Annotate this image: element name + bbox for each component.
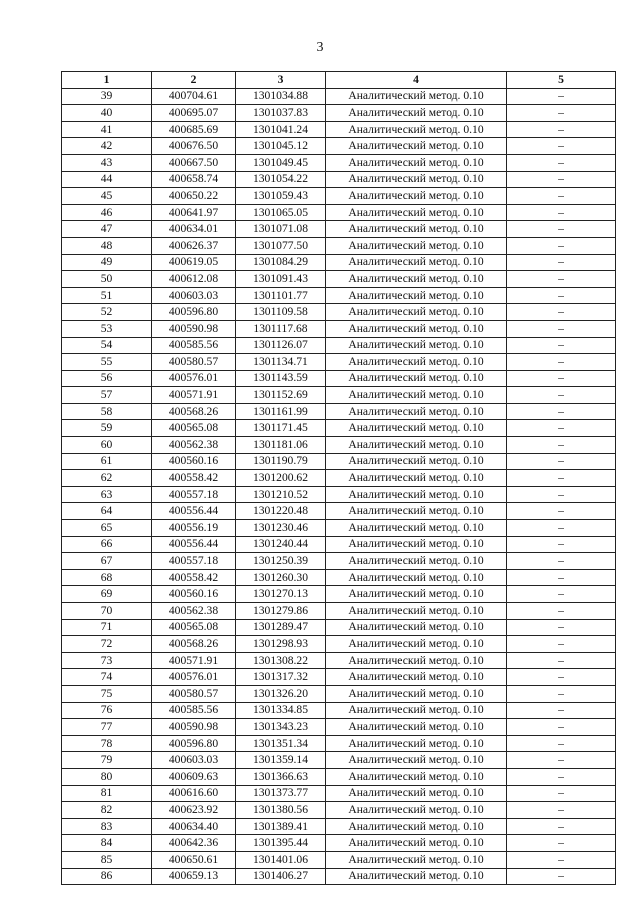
table-row [62,652,616,669]
table-cell: 400556.44 [152,503,236,520]
table-cell: 78 [62,735,152,752]
table-body [62,88,616,885]
table-cell: – [507,652,616,669]
table-cell: 1301037.83 [236,105,326,122]
table-row [62,354,616,371]
table-cell: 1301041.24 [236,121,326,138]
table-cell: 1301071.08 [236,221,326,238]
table-row [62,304,616,321]
table-cell: 400560.16 [152,453,236,470]
table-cell: – [507,569,616,586]
table-cell: 61 [62,453,152,470]
table-cell: 400576.01 [152,370,236,387]
table-row [62,735,616,752]
table-row [62,271,616,288]
table-cell: 57 [62,387,152,404]
table-cell: 1301210.52 [236,486,326,503]
table-cell: Аналитический метод. 0.10 [326,154,507,171]
table-row [62,818,616,835]
table-cell: 400619.05 [152,254,236,271]
table-cell: Аналитический метод. 0.10 [326,337,507,354]
table-row [62,768,616,785]
table-cell: Аналитический метод. 0.10 [326,785,507,802]
table-cell: 49 [62,254,152,271]
table-cell: 1301084.29 [236,254,326,271]
table-cell: – [507,88,616,105]
table-cell: – [507,105,616,122]
table-cell: 1301240.44 [236,536,326,553]
table-cell: 400565.08 [152,619,236,636]
table-cell: 1301220.48 [236,503,326,520]
table-cell: 79 [62,752,152,769]
table-cell: 80 [62,768,152,785]
table-row [62,105,616,122]
table-row [62,287,616,304]
table-row [62,154,616,171]
table-row [62,536,616,553]
table-cell: 69 [62,586,152,603]
table-cell: Аналитический метод. 0.10 [326,320,507,337]
table-cell: 50 [62,271,152,288]
table-cell: 400650.22 [152,188,236,205]
table-cell: 39 [62,88,152,105]
table-cell: Аналитический метод. 0.10 [326,685,507,702]
table-cell: 52 [62,304,152,321]
table-cell: Аналитический метод. 0.10 [326,536,507,553]
table-cell: 400626.37 [152,237,236,254]
table-cell: 400658.74 [152,171,236,188]
table-cell: Аналитический метод. 0.10 [326,121,507,138]
table-cell: – [507,188,616,205]
table-cell: 51 [62,287,152,304]
table-cell: 1301134.71 [236,354,326,371]
table-row [62,835,616,852]
table-cell: 400565.08 [152,420,236,437]
table-cell: 40 [62,105,152,122]
table-cell: 1301091.43 [236,271,326,288]
table-row [62,337,616,354]
table-cell: 1301190.79 [236,453,326,470]
table-cell: – [507,536,616,553]
table-cell: 63 [62,486,152,503]
table-cell: – [507,453,616,470]
table-cell: 400585.56 [152,337,236,354]
table-row [62,619,616,636]
table-row [62,503,616,520]
table-cell: 1301395.44 [236,835,326,852]
table-cell: 74 [62,669,152,686]
table-cell: 59 [62,420,152,437]
table-cell: 400603.03 [152,287,236,304]
table-cell: – [507,752,616,769]
table-cell: Аналитический метод. 0.10 [326,752,507,769]
table-cell: – [507,685,616,702]
table-row [62,785,616,802]
table-cell: 53 [62,320,152,337]
table-cell: Аналитический метод. 0.10 [326,851,507,868]
table-cell: 1301343.23 [236,719,326,736]
table-cell: Аналитический метод. 0.10 [326,271,507,288]
table-cell: 60 [62,437,152,454]
table-row [62,138,616,155]
table-cell: 1301045.12 [236,138,326,155]
table-cell: – [507,768,616,785]
table-cell: – [507,486,616,503]
table-cell: – [507,818,616,835]
table-cell: 400576.01 [152,669,236,686]
table-cell: Аналитический метод. 0.10 [326,818,507,835]
table-cell: 1301380.56 [236,802,326,819]
table-cell: Аналитический метод. 0.10 [326,105,507,122]
table-cell: 400596.80 [152,304,236,321]
table-cell: – [507,387,616,404]
table-cell: 400571.91 [152,387,236,404]
table-cell: 400571.91 [152,652,236,669]
table-cell: 81 [62,785,152,802]
table-cell: 85 [62,851,152,868]
table-cell: 70 [62,603,152,620]
table-cell: Аналитический метод. 0.10 [326,420,507,437]
table-cell: Аналитический метод. 0.10 [326,470,507,487]
table-cell: – [507,802,616,819]
table-cell: 400556.44 [152,536,236,553]
table-cell: – [507,154,616,171]
table-cell: 84 [62,835,152,852]
table-cell: 400634.01 [152,221,236,238]
table-cell: 400562.38 [152,437,236,454]
table-cell: 1301049.45 [236,154,326,171]
table-cell: – [507,138,616,155]
table-cell: 1301065.05 [236,204,326,221]
table-cell: – [507,553,616,570]
table-cell: 1301117.68 [236,320,326,337]
table-row [62,403,616,420]
table-cell: 1301308.22 [236,652,326,669]
table-row [62,868,616,885]
table-cell: 400585.56 [152,702,236,719]
table-cell: 1301181.06 [236,437,326,454]
table-row [62,204,616,221]
table-cell: 1301059.43 [236,188,326,205]
table-cell: 1301406.27 [236,868,326,885]
table-cell: Аналитический метод. 0.10 [326,387,507,404]
table-cell: – [507,254,616,271]
table-cell: – [507,520,616,537]
table-cell: 1301351.34 [236,735,326,752]
table-cell: – [507,719,616,736]
table-row [62,254,616,271]
table-cell: 56 [62,370,152,387]
table-cell: Аналитический метод. 0.10 [326,88,507,105]
table-row [62,752,616,769]
table-cell: Аналитический метод. 0.10 [326,569,507,586]
table-cell: Аналитический метод. 0.10 [326,768,507,785]
table-cell: Аналитический метод. 0.10 [326,503,507,520]
coordinates-table [61,71,616,885]
table-cell: 1301034.88 [236,88,326,105]
table-cell: Аналитический метод. 0.10 [326,868,507,885]
table-cell: 1301289.47 [236,619,326,636]
table-cell: 400641.97 [152,204,236,221]
table-cell: – [507,586,616,603]
table-cell: – [507,619,616,636]
table-row [62,387,616,404]
table-cell: – [507,287,616,304]
table-cell: – [507,320,616,337]
table-cell: Аналитический метод. 0.10 [326,237,507,254]
table-cell: Аналитический метод. 0.10 [326,171,507,188]
table-cell: 400642.36 [152,835,236,852]
table-cell: 1301171.45 [236,420,326,437]
table-cell: 400590.98 [152,320,236,337]
table-cell: 1301298.93 [236,636,326,653]
table-cell: 68 [62,569,152,586]
table-cell: – [507,121,616,138]
table-row [62,702,616,719]
table-cell: Аналитический метод. 0.10 [326,437,507,454]
table-cell: – [507,669,616,686]
table-row [62,188,616,205]
table-cell: 1301161.99 [236,403,326,420]
table-cell: 72 [62,636,152,653]
table-cell: Аналитический метод. 0.10 [326,652,507,669]
table-cell: 1301077.50 [236,237,326,254]
table-cell: 1301230.46 [236,520,326,537]
table-cell: 1301359.14 [236,752,326,769]
table-cell: 1301326.20 [236,685,326,702]
table-cell: 54 [62,337,152,354]
table-cell: 400560.16 [152,586,236,603]
table-cell: – [507,702,616,719]
table-cell: 67 [62,553,152,570]
table-cell: 400556.19 [152,520,236,537]
table-cell: 1301260.30 [236,569,326,586]
table-cell: 64 [62,503,152,520]
table-cell: 400568.26 [152,636,236,653]
table-cell: 400558.42 [152,470,236,487]
table-cell: 1301389.41 [236,818,326,835]
table-cell: 1301334.85 [236,702,326,719]
table-cell: 1301317.32 [236,669,326,686]
table-cell: – [507,868,616,885]
table-cell: 400580.57 [152,354,236,371]
table-cell: – [507,437,616,454]
table-cell: Аналитический метод. 0.10 [326,603,507,620]
table-cell: – [507,204,616,221]
table-cell: 82 [62,802,152,819]
table-header-row [62,72,616,89]
table-cell: 400676.50 [152,138,236,155]
table-cell: Аналитический метод. 0.10 [326,835,507,852]
table-cell: 77 [62,719,152,736]
table-cell: 73 [62,652,152,669]
table-row [62,237,616,254]
table-cell: Аналитический метод. 0.10 [326,520,507,537]
table-cell: 400568.26 [152,403,236,420]
table-cell: 400612.08 [152,271,236,288]
table-cell: 400634.40 [152,818,236,835]
table-cell: 400590.98 [152,719,236,736]
table-cell: Аналитический метод. 0.10 [326,702,507,719]
table-row [62,685,616,702]
table-cell: 1301250.39 [236,553,326,570]
table-cell: 62 [62,470,152,487]
table-cell: 400580.57 [152,685,236,702]
table-cell: 1301279.86 [236,603,326,620]
table-cell: Аналитический метод. 0.10 [326,669,507,686]
table-cell: 75 [62,685,152,702]
table-row [62,470,616,487]
table-cell: 1301109.58 [236,304,326,321]
table-cell: 400609.63 [152,768,236,785]
table-row [62,520,616,537]
table-cell: 45 [62,188,152,205]
table-cell: 46 [62,204,152,221]
column-header: 5 [507,72,616,89]
table-cell: Аналитический метод. 0.10 [326,619,507,636]
table-cell: 1301054.22 [236,171,326,188]
table-cell: – [507,354,616,371]
table-cell: Аналитический метод. 0.10 [326,453,507,470]
table-cell: 44 [62,171,152,188]
table-cell: – [507,470,616,487]
table-cell: Аналитический метод. 0.10 [326,221,507,238]
table-cell: Аналитический метод. 0.10 [326,735,507,752]
table-cell: 400667.50 [152,154,236,171]
table-cell: 400603.03 [152,752,236,769]
table-cell: – [507,503,616,520]
table-cell: 83 [62,818,152,835]
table-row [62,453,616,470]
table-cell: 1301373.77 [236,785,326,802]
table-cell: – [507,851,616,868]
table-row [62,586,616,603]
table-row [62,553,616,570]
table-cell: 1301200.62 [236,470,326,487]
table-row [62,221,616,238]
table-cell: 1301101.77 [236,287,326,304]
table-cell: Аналитический метод. 0.10 [326,486,507,503]
table-cell: 400616.60 [152,785,236,802]
table-cell: 71 [62,619,152,636]
table-cell: – [507,735,616,752]
column-header: 4 [326,72,507,89]
table-cell: Аналитический метод. 0.10 [326,802,507,819]
table-cell: Аналитический метод. 0.10 [326,204,507,221]
table-cell: 86 [62,868,152,885]
table-cell: 1301366.63 [236,768,326,785]
table-cell: Аналитический метод. 0.10 [326,254,507,271]
table-cell: Аналитический метод. 0.10 [326,636,507,653]
table-cell: – [507,304,616,321]
table-cell: 1301143.59 [236,370,326,387]
table-cell: Аналитический метод. 0.10 [326,553,507,570]
table-cell: 400623.92 [152,802,236,819]
table-cell: Аналитический метод. 0.10 [326,586,507,603]
table-cell: 400562.38 [152,603,236,620]
table-row [62,320,616,337]
table-cell: 1301401.06 [236,851,326,868]
table-cell: Аналитический метод. 0.10 [326,287,507,304]
table-cell: 1301270.13 [236,586,326,603]
table-row [62,719,616,736]
table-row [62,121,616,138]
table-cell: – [507,337,616,354]
table-cell: – [507,603,616,620]
table-cell: Аналитический метод. 0.10 [326,354,507,371]
table-row [62,486,616,503]
table-cell: 76 [62,702,152,719]
table-cell: – [507,221,616,238]
table-cell: – [507,636,616,653]
table-row [62,851,616,868]
table-row [62,420,616,437]
table-cell: – [507,271,616,288]
table-cell: – [507,171,616,188]
table-cell: Аналитический метод. 0.10 [326,304,507,321]
table-row [62,603,616,620]
table-cell: 47 [62,221,152,238]
page-number: 3 [316,40,324,55]
table-cell: Аналитический метод. 0.10 [326,370,507,387]
table-cell: 400695.07 [152,105,236,122]
table-cell: – [507,835,616,852]
table-cell: 400557.18 [152,486,236,503]
table-cell: 400685.69 [152,121,236,138]
table-cell: 42 [62,138,152,155]
table-row [62,437,616,454]
table-cell: 400558.42 [152,569,236,586]
table-cell: Аналитический метод. 0.10 [326,719,507,736]
table-row [62,88,616,105]
table-cell: 1301126.07 [236,337,326,354]
table-cell: 1301152.69 [236,387,326,404]
table-row [62,669,616,686]
table-cell: Аналитический метод. 0.10 [326,403,507,420]
table-cell: 400596.80 [152,735,236,752]
table-cell: 43 [62,154,152,171]
table-row [62,636,616,653]
table-cell: 400557.18 [152,553,236,570]
table-cell: 41 [62,121,152,138]
table-cell: 58 [62,403,152,420]
table-cell: 55 [62,354,152,371]
column-header: 3 [236,72,326,89]
table-row [62,171,616,188]
table-cell: 400704.61 [152,88,236,105]
table-cell: 65 [62,520,152,537]
table-cell: 48 [62,237,152,254]
table-cell: – [507,420,616,437]
table-cell: 400659.13 [152,868,236,885]
table-cell: Аналитический метод. 0.10 [326,188,507,205]
table-row [62,370,616,387]
table-row [62,569,616,586]
table-cell: – [507,403,616,420]
column-header: 1 [62,72,152,89]
table-cell: 66 [62,536,152,553]
table-cell: 400650.61 [152,851,236,868]
table-cell: – [507,370,616,387]
table-cell: Аналитический метод. 0.10 [326,138,507,155]
table-cell: – [507,785,616,802]
column-header: 2 [152,72,236,89]
table-cell: – [507,237,616,254]
table-row [62,802,616,819]
